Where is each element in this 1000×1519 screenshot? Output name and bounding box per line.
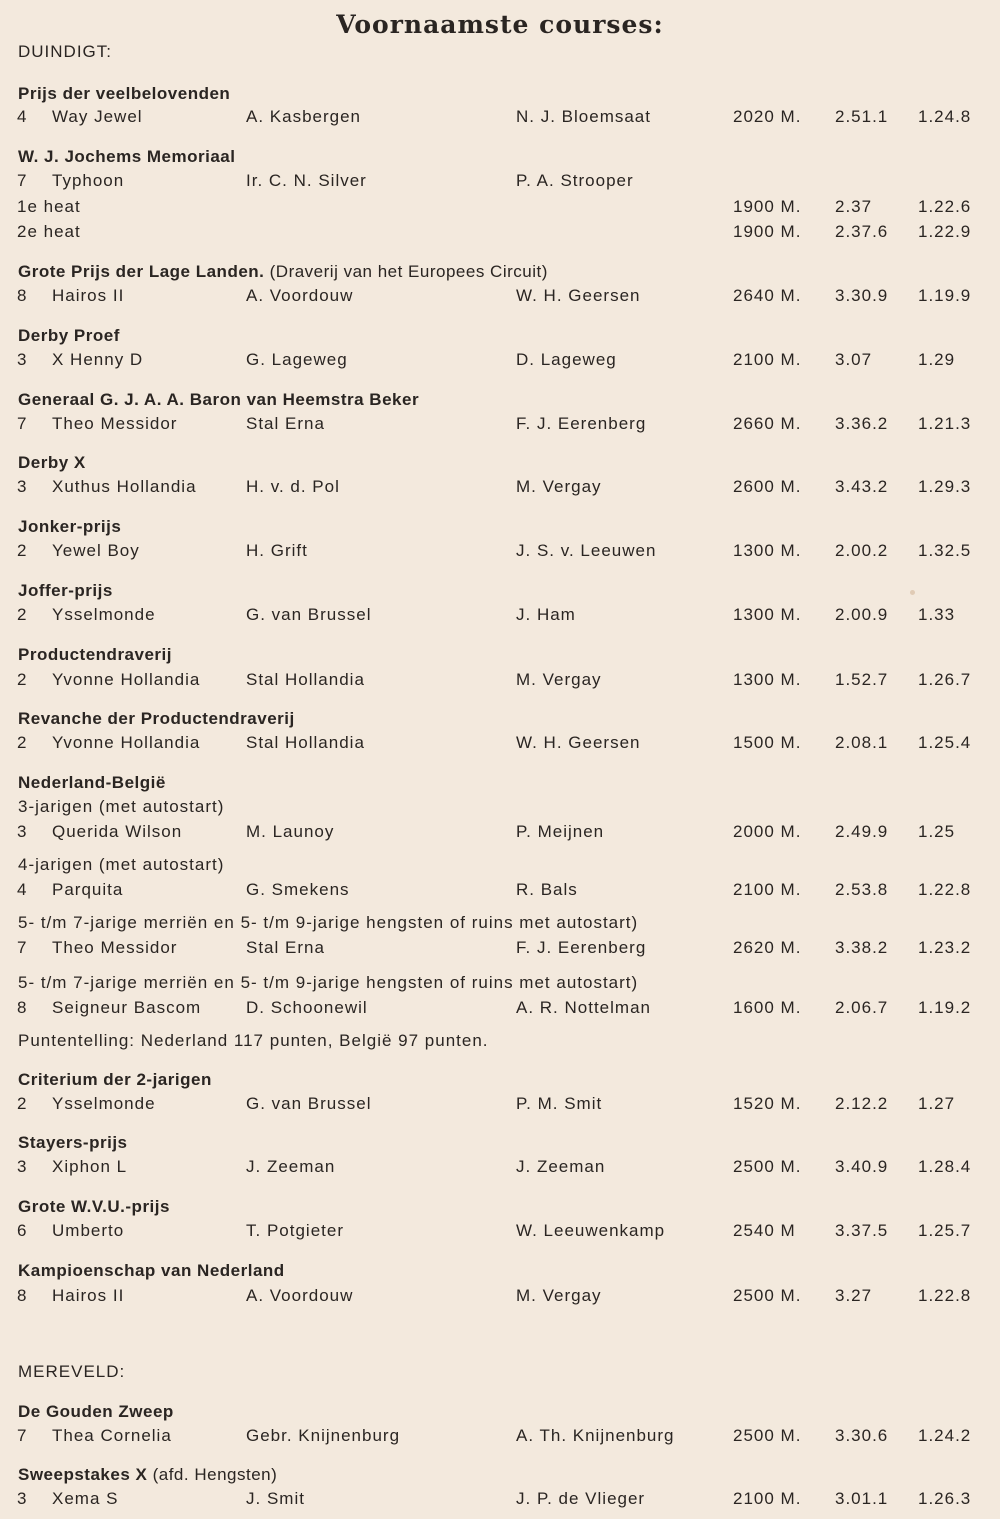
heat-label: 1e heat [17, 197, 81, 216]
start-number: 7 [17, 938, 28, 957]
driver-name: P. Meijnen [516, 822, 605, 841]
km-time: 1.21.3 [918, 414, 972, 433]
driver-name: M. Vergay [516, 1286, 602, 1305]
horse-name: Umberto [52, 1221, 125, 1240]
km-time: 1.27 [918, 1094, 956, 1113]
distance: 2640 M. [733, 286, 802, 305]
distance: 1300 M. [733, 670, 802, 689]
horse-name: Thea Cornelia [52, 1426, 172, 1445]
start-number: 7 [17, 171, 28, 190]
km-time: 1.25.7 [918, 1221, 972, 1240]
result-row [0, 880, 1000, 904]
owner-name: M. Launoy [246, 822, 335, 841]
start-number: 8 [17, 1286, 28, 1305]
start-number: 4 [17, 107, 28, 126]
distance: 2500 M. [733, 1157, 802, 1176]
km-time: 1.19.2 [918, 998, 972, 1017]
result-row [0, 414, 1000, 438]
race-name: Stayers-prijs [18, 1133, 128, 1152]
race-time: 2.06.7 [835, 998, 889, 1017]
start-number: 3 [17, 1489, 28, 1508]
distance: 2100 M. [733, 350, 802, 369]
heat-label: 2e heat [17, 222, 81, 241]
result-row [0, 1489, 1000, 1513]
race-time: 3.30.6 [835, 1426, 889, 1445]
race-name: Derby X [18, 453, 86, 472]
distance: 2000 M. [733, 822, 802, 841]
distance: 2500 M. [733, 1426, 802, 1445]
driver-name: J. Zeeman [516, 1157, 606, 1176]
race-time: 2.37.6 [835, 222, 889, 241]
race-title [18, 1261, 285, 1281]
result-row [0, 998, 1000, 1022]
horse-name: Seigneur Bascom [52, 998, 202, 1017]
driver-name: J. Ham [516, 605, 576, 624]
result-row [0, 605, 1000, 629]
start-number: 3 [17, 822, 28, 841]
start-number: 3 [17, 350, 28, 369]
race-title [18, 1133, 128, 1153]
start-number: 2 [17, 605, 28, 624]
result-row [0, 1286, 1000, 1310]
owner-name: T. Potgieter [246, 1221, 344, 1240]
result-row [0, 171, 1000, 195]
start-number: 2 [17, 670, 28, 689]
distance: 2620 M. [733, 938, 802, 957]
distance: 1900 M. [733, 222, 802, 241]
owner-name: Stal Erna [246, 938, 325, 957]
result-row [0, 822, 1000, 846]
start-number: 2 [17, 541, 28, 560]
distance: 2100 M. [733, 1489, 802, 1508]
km-time: 1.22.8 [918, 1286, 972, 1305]
distance: 2100 M. [733, 880, 802, 899]
result-row [0, 222, 1000, 246]
km-time: 1.29 [918, 350, 956, 369]
venue-heading: DUINDIGT: [18, 42, 112, 61]
race-time: 3.38.2 [835, 938, 889, 957]
result-row [0, 350, 1000, 374]
result-row [0, 938, 1000, 962]
race-title [18, 84, 230, 104]
race-title [18, 1402, 174, 1422]
race-title [18, 326, 120, 346]
race-name: Grote Prijs der Lage Landen. [18, 262, 265, 281]
race-title [18, 147, 235, 167]
km-time: 1.26.7 [918, 670, 972, 689]
race-title [18, 262, 548, 282]
start-number: 6 [17, 1221, 28, 1240]
owner-name: J. Zeeman [246, 1157, 336, 1176]
distance: 1520 M. [733, 1094, 802, 1113]
owner-name: G. van Brussel [246, 1094, 372, 1113]
race-note: (Draverij van het Europees Circuit) [269, 262, 548, 281]
race-name: Derby Proef [18, 326, 120, 345]
race-name: Sweepstakes X [18, 1465, 148, 1484]
driver-name: W. Leeuwenkamp [516, 1221, 666, 1240]
race-name: Nederland-België [18, 773, 166, 792]
owner-name: D. Schoonewil [246, 998, 368, 1017]
race-name: Kampioenschap van Nederland [18, 1261, 285, 1280]
race-title [18, 517, 121, 537]
start-number: 2 [17, 733, 28, 752]
start-number: 3 [17, 1157, 28, 1176]
race-name: Joffer-prijs [18, 581, 113, 600]
owner-name: G. Smekens [246, 880, 350, 899]
venue-heading: MEREVELD: [18, 1362, 126, 1381]
km-time: 1.24.8 [918, 107, 972, 126]
race-name: Prijs der veelbelovenden [18, 84, 231, 103]
race-time: 3.36.2 [835, 414, 889, 433]
driver-name: A. Th. Knijnenburg [516, 1426, 675, 1445]
owner-name: Ir. C. N. Silver [246, 171, 367, 190]
horse-name: Way Jewel [52, 107, 143, 126]
driver-name: W. H. Geersen [516, 733, 641, 752]
horse-name: Yvonne Hollandia [52, 670, 201, 689]
owner-name: Gebr. Knijnenburg [246, 1426, 401, 1445]
race-title [18, 1465, 277, 1485]
owner-name: Stal Hollandia [246, 733, 365, 752]
horse-name: Xuthus Hollandia [52, 477, 197, 496]
result-row [0, 197, 1000, 221]
result-row [0, 107, 1000, 131]
driver-name: D. Lageweg [516, 350, 617, 369]
start-number: 8 [17, 286, 28, 305]
owner-name: J. Smit [246, 1489, 305, 1508]
km-time: 1.22.6 [918, 197, 972, 216]
result-row [0, 733, 1000, 757]
race-time: 2.51.1 [835, 107, 889, 126]
race-time: 1.52.7 [835, 670, 889, 689]
distance: 1900 M. [733, 197, 802, 216]
owner-name: Stal Erna [246, 414, 325, 433]
horse-name: Xema S [52, 1489, 119, 1508]
driver-name: F. J. Eerenberg [516, 938, 647, 957]
driver-name: N. J. Bloemsaat [516, 107, 651, 126]
horse-name: Yewel Boy [52, 541, 140, 560]
horse-name: X Henny D [52, 350, 144, 369]
owner-name: G. van Brussel [246, 605, 372, 624]
race-title [18, 773, 166, 793]
race-time: 3.30.9 [835, 286, 889, 305]
race-time: 3.01.1 [835, 1489, 889, 1508]
race-subheading: Puntentelling: Nederland 117 punten, België 97 punten. [18, 1031, 489, 1050]
race-time: 2.49.9 [835, 822, 889, 841]
driver-name: P. A. Strooper [516, 171, 634, 190]
distance: 1300 M. [733, 541, 802, 560]
km-time: 1.29.3 [918, 477, 972, 496]
horse-name: Hairos II [52, 286, 125, 305]
distance: 2600 M. [733, 477, 802, 496]
driver-name: J. S. v. Leeuwen [516, 541, 657, 560]
ink-dot [910, 590, 915, 595]
race-note: (afd. Hengsten) [152, 1465, 278, 1484]
driver-name: P. M. Smit [516, 1094, 603, 1113]
horse-name: Parquita [52, 880, 124, 899]
race-title [18, 709, 295, 729]
start-number: 2 [17, 1094, 28, 1113]
race-time: 3.07 [835, 350, 873, 369]
owner-name: Stal Hollandia [246, 670, 365, 689]
owner-name: A. Voordouw [246, 1286, 354, 1305]
horse-name: Theo Messidor [52, 938, 178, 957]
km-time: 1.23.2 [918, 938, 972, 957]
race-time: 2.00.9 [835, 605, 889, 624]
driver-name: R. Bals [516, 880, 578, 899]
race-time: 3.37.5 [835, 1221, 889, 1240]
race-name: Generaal G. J. A. A. Baron van Heemstra Beker [18, 390, 420, 409]
race-name: Grote W.V.U.-prijs [18, 1197, 170, 1216]
distance: 1500 M. [733, 733, 802, 752]
horse-name: Ysselmonde [52, 1094, 156, 1113]
start-number: 4 [17, 880, 28, 899]
owner-name: A. Kasbergen [246, 107, 362, 126]
race-time: 2.08.1 [835, 733, 889, 752]
race-time: 2.37 [835, 197, 873, 216]
race-time: 2.53.8 [835, 880, 889, 899]
race-name: Productendraverij [18, 645, 172, 664]
distance: 2540 M [733, 1221, 796, 1240]
owner-name: A. Voordouw [246, 286, 354, 305]
driver-name: M. Vergay [516, 670, 602, 689]
result-row [0, 1221, 1000, 1245]
owner-name: H. v. d. Pol [246, 477, 340, 496]
result-row [0, 1157, 1000, 1181]
km-time: 1.25 [918, 822, 956, 841]
race-time: 2.00.2 [835, 541, 889, 560]
race-time: 3.43.2 [835, 477, 889, 496]
km-time: 1.22.8 [918, 880, 972, 899]
race-title [18, 645, 172, 665]
result-row [0, 541, 1000, 565]
km-time: 1.22.9 [918, 222, 972, 241]
race-name: De Gouden Zweep [18, 1402, 174, 1421]
km-time: 1.26.3 [918, 1489, 972, 1508]
driver-name: F. J. Eerenberg [516, 414, 647, 433]
race-title [18, 581, 113, 601]
race-time: 3.27 [835, 1286, 873, 1305]
driver-name: M. Vergay [516, 477, 602, 496]
result-row [0, 1094, 1000, 1118]
owner-name: G. Lageweg [246, 350, 348, 369]
race-subheading: 5- t/m 7-jarige merriën en 5- t/m 9-jarige hengsten of ruins met autostart) [18, 973, 639, 992]
race-title [18, 1070, 212, 1090]
start-number: 7 [17, 414, 28, 433]
race-title [18, 1197, 170, 1217]
race-name: Jonker-prijs [18, 517, 122, 536]
result-row [0, 1426, 1000, 1450]
start-number: 7 [17, 1426, 28, 1445]
race-name: Criterium der 2-jarigen [18, 1070, 212, 1089]
horse-name: Theo Messidor [52, 414, 178, 433]
km-time: 1.25.4 [918, 733, 972, 752]
result-row [0, 286, 1000, 310]
horse-name: Hairos II [52, 1286, 125, 1305]
horse-name: Ysselmonde [52, 605, 156, 624]
race-title [18, 453, 86, 473]
start-number: 8 [17, 998, 28, 1017]
result-row [0, 670, 1000, 694]
distance: 2660 M. [733, 414, 802, 433]
owner-name: H. Grift [246, 541, 308, 560]
distance: 2500 M. [733, 1286, 802, 1305]
race-subheading: 4-jarigen (met autostart) [18, 855, 225, 874]
horse-name: Yvonne Hollandia [52, 733, 201, 752]
race-title [18, 390, 419, 410]
km-time: 1.19.9 [918, 286, 972, 305]
race-subheading: 3-jarigen (met autostart) [18, 797, 225, 816]
result-row [0, 477, 1000, 501]
race-time: 2.12.2 [835, 1094, 889, 1113]
distance: 1600 M. [733, 998, 802, 1017]
horse-name: Querida Wilson [52, 822, 183, 841]
race-name: Revanche der Productendraverij [18, 709, 295, 728]
page-title: Voornaamste courses: [336, 10, 664, 39]
driver-name: A. R. Nottelman [516, 998, 651, 1017]
distance: 1300 M. [733, 605, 802, 624]
race-time: 3.40.9 [835, 1157, 889, 1176]
horse-name: Typhoon [52, 171, 125, 190]
km-time: 1.32.5 [918, 541, 972, 560]
driver-name: W. H. Geersen [516, 286, 641, 305]
distance: 2020 M. [733, 107, 802, 126]
race-subheading: 5- t/m 7-jarige merriën en 5- t/m 9-jarige hengsten of ruins met autostart) [18, 913, 639, 932]
km-time: 1.33 [918, 605, 956, 624]
km-time: 1.28.4 [918, 1157, 972, 1176]
driver-name: J. P. de Vlieger [516, 1489, 646, 1508]
start-number: 3 [17, 477, 28, 496]
km-time: 1.24.2 [918, 1426, 972, 1445]
horse-name: Xiphon L [52, 1157, 128, 1176]
race-name: W. J. Jochems Memoriaal [18, 147, 236, 166]
